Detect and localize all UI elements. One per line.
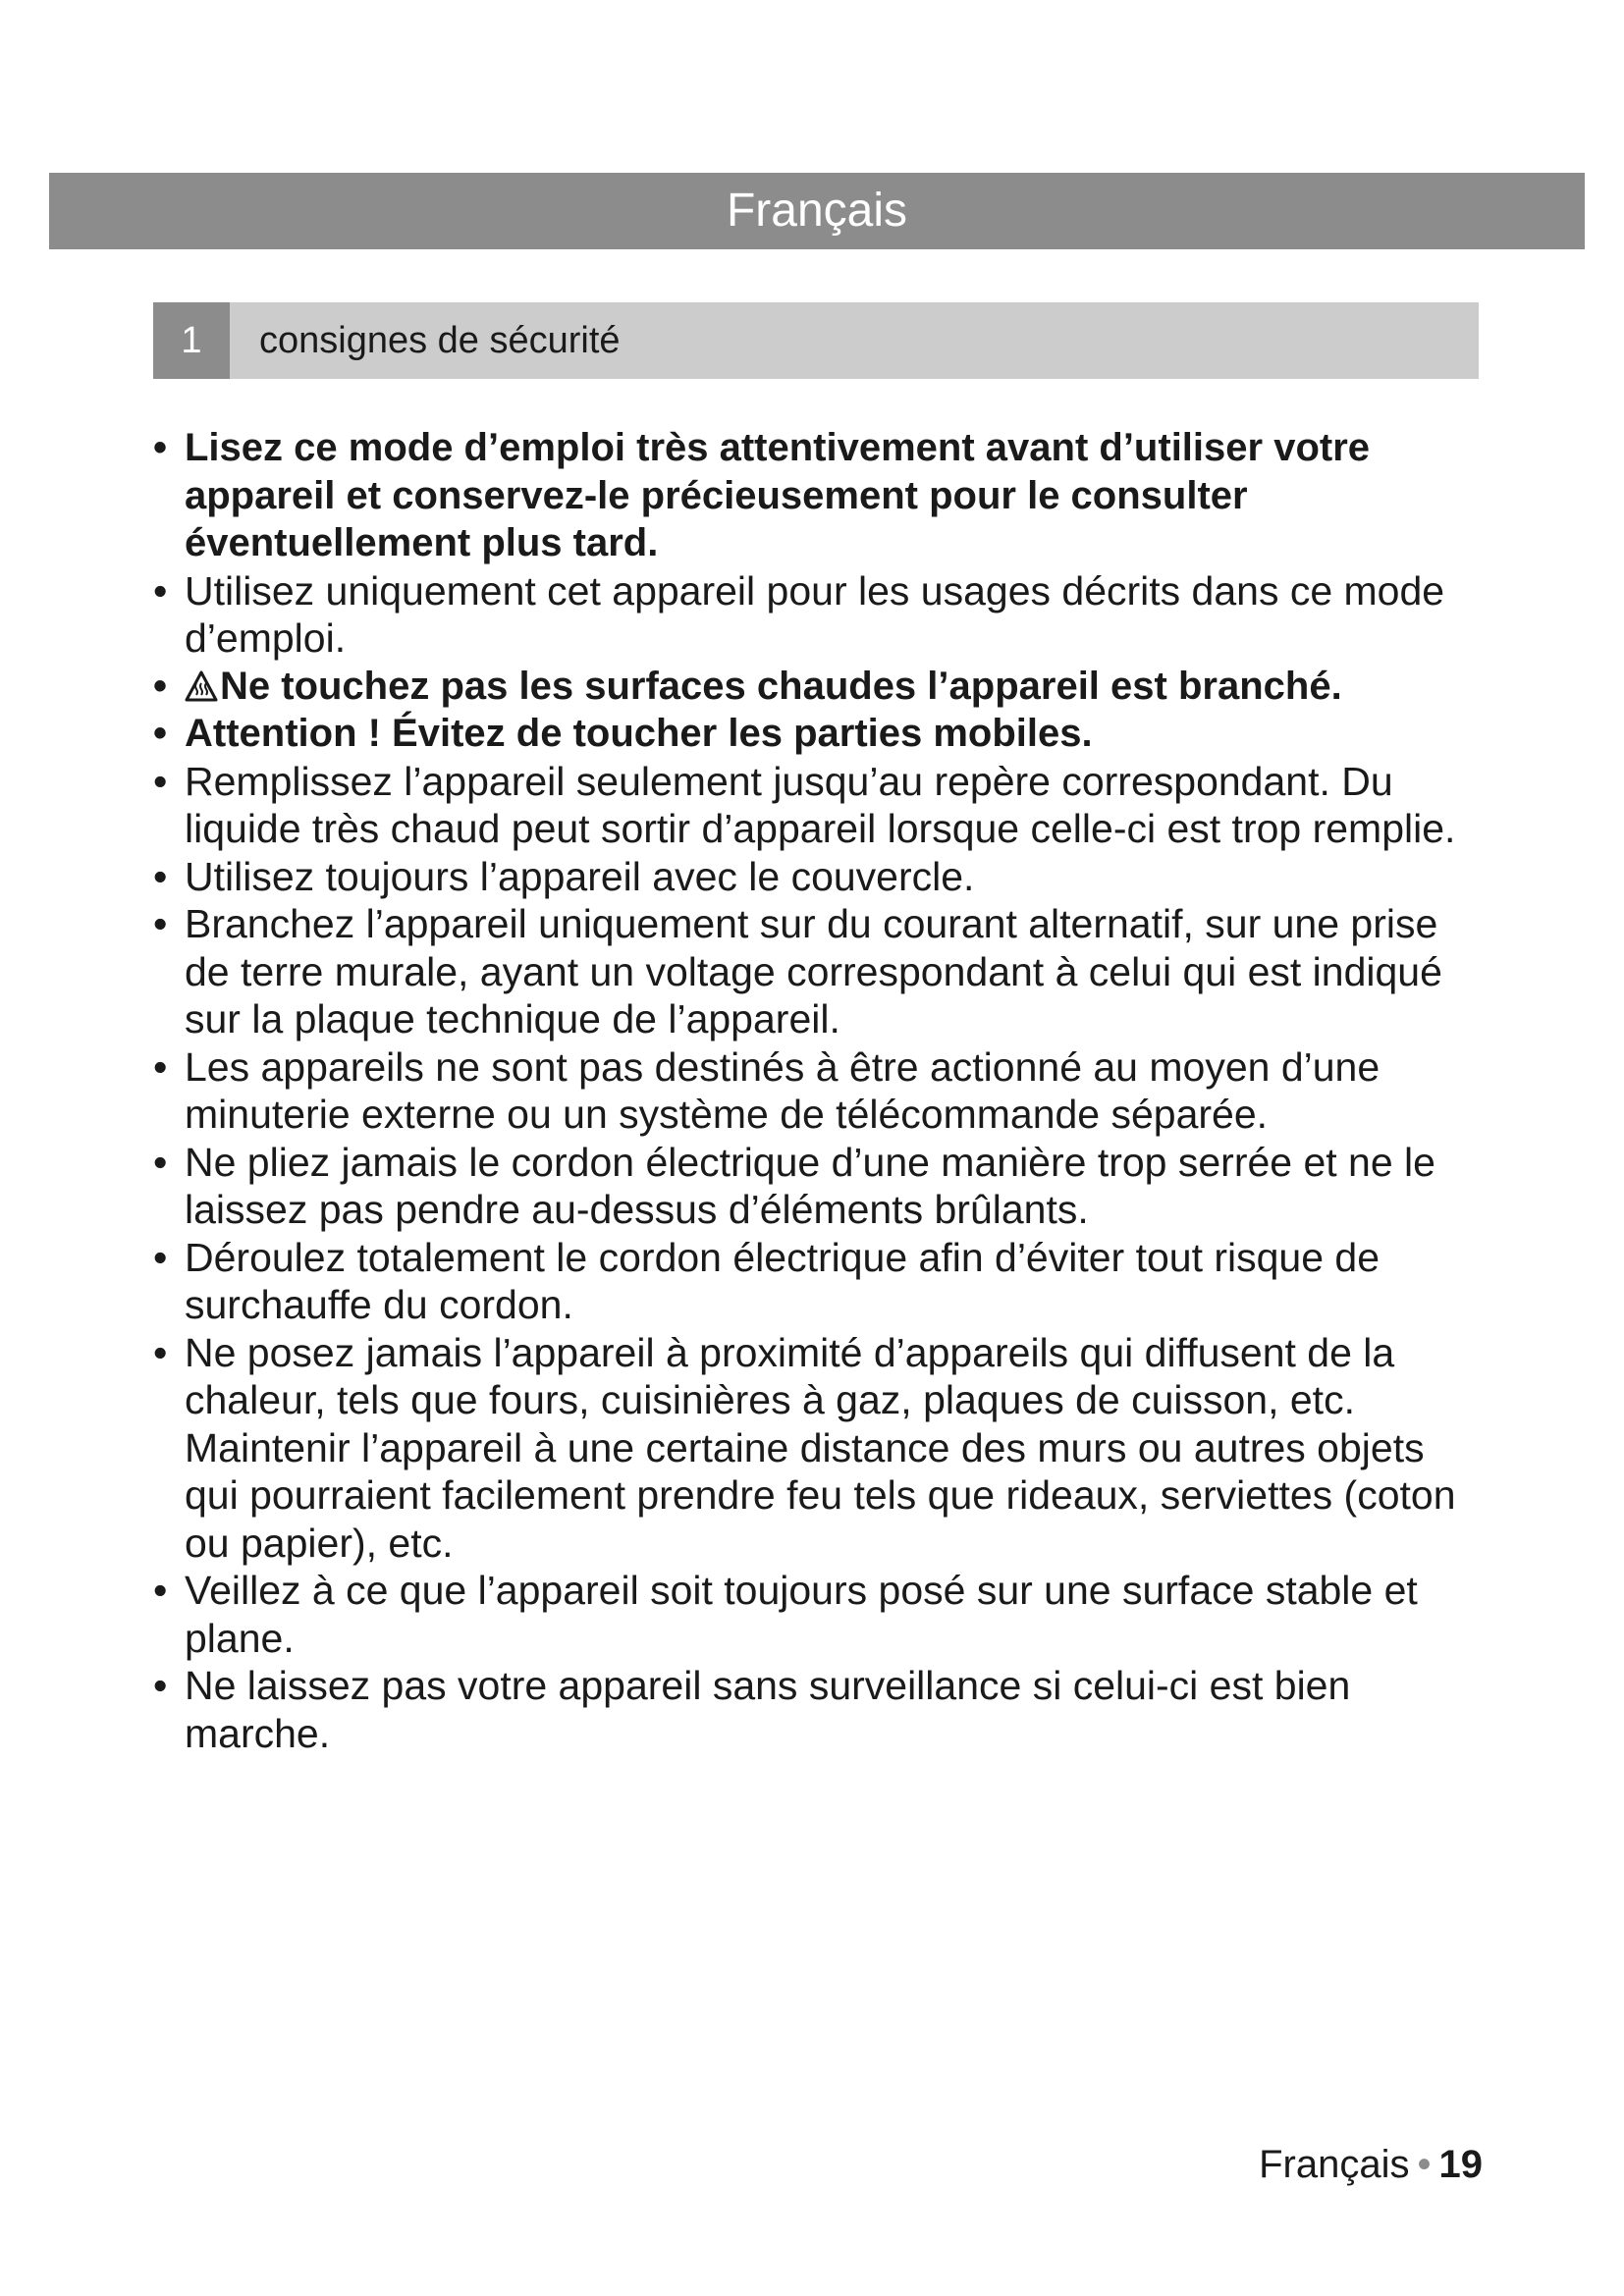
list-item-text: Ne pliez jamais le cordon électrique d’une manière trop serrée et ne le laissez pas pendre au-dessus d’éléments brûlants. (185, 1139, 1435, 1232)
list-item-text: Veillez à ce que l’appareil soit toujours posé sur une surface stable et plane. (185, 1568, 1418, 1661)
footer-language: Français (1259, 2143, 1410, 2186)
list-item (153, 1329, 1489, 1568)
list-item (153, 710, 1489, 758)
list-item (153, 853, 1489, 901)
list-item-text: Ne posez jamais l’appareil à proximité d’appareils qui diffusent de la chaleur, tels que fours, cuisinières à gaz, plaques de cuisson, etc. Maintenir l’appareil à une certaine distance des murs ou autres objets qui pourraient facilement prendre feu tels que rideaux, serviettes (coton ou papier), etc. (185, 1329, 1456, 1566)
section-number: 1 (153, 302, 230, 379)
section-header (153, 302, 1479, 379)
list-item (153, 424, 1489, 567)
bullet-marker: • (153, 1043, 168, 1090)
bullet-marker: • (153, 1234, 168, 1280)
language-banner-title: Français (726, 185, 908, 237)
footer-separator: • (1417, 2143, 1432, 2186)
language-banner (49, 173, 1585, 249)
page-footer (1259, 2140, 1483, 2189)
bullet-marker: • (153, 712, 168, 755)
list-item (153, 1139, 1489, 1234)
bullet-marker: • (153, 1139, 168, 1185)
list-item-text: Attention ! Évitez de toucher les parties mobiles. (185, 712, 1093, 755)
bullet-marker: • (153, 1568, 168, 1613)
list-item-text: Branchez l’appareil uniquement sur du courant alternatif, sur une prise de terre murale, ayant un voltage correspondant à celui qui est indiqué sur la plaque technique de l’appareil. (185, 901, 1442, 1041)
list-item (153, 1662, 1489, 1757)
list-item (153, 567, 1489, 663)
list-item (153, 1567, 1489, 1662)
section-title: consignes de sécurité (259, 320, 621, 361)
list-item (153, 758, 1489, 853)
list-item (153, 1234, 1489, 1329)
list-item-text: Utilisez uniquement cet appareil pour les usages décrits dans ce mode d’emploi. (185, 567, 1445, 661)
list-item-text: Ne touchez pas les surfaces chaudes l’appareil est branché. (220, 664, 1342, 708)
bullet-marker: • (153, 426, 168, 469)
list-item-text: Remplissez l’appareil seulement jusqu’au repère correspondant. Du liquide très chaud peut sortir d’appareil lorsque celle-ci est trop remplie. (185, 758, 1456, 851)
list-item (153, 1043, 1489, 1139)
list-item-text: Les appareils ne sont pas destinés à être actionné au moyen d’une minuterie externe ou un système de télécommande séparée. (185, 1043, 1380, 1137)
hot-surface-warning-icon (185, 669, 218, 703)
list-item-text: Ne laissez pas votre appareil sans surveillance si celui-ci est bien marche. (185, 1663, 1351, 1756)
list-item (153, 663, 1489, 711)
bullet-marker: • (153, 901, 168, 946)
list-item-text: Déroulez totalement le cordon électrique afin d’éviter tout risque de surchauffe du cordon. (185, 1234, 1380, 1327)
page-number: 19 (1438, 2143, 1483, 2186)
list-item-text: Lisez ce mode d’emploi très attentivement avant d’utiliser votre appareil et conservez-le précieusement pour le consulter éventuellement plus tard. (185, 426, 1371, 564)
bullet-marker: • (153, 567, 168, 614)
bullet-marker: • (153, 1663, 168, 1708)
bullet-marker: • (153, 758, 168, 804)
list-item-text: Utilisez toujours l’appareil avec le couvercle. (185, 853, 975, 899)
safety-instructions-list (153, 424, 1489, 1757)
bullet-marker: • (153, 664, 168, 708)
bullet-marker: • (153, 853, 168, 899)
bullet-marker: • (153, 1329, 168, 1375)
list-item (153, 900, 1489, 1043)
